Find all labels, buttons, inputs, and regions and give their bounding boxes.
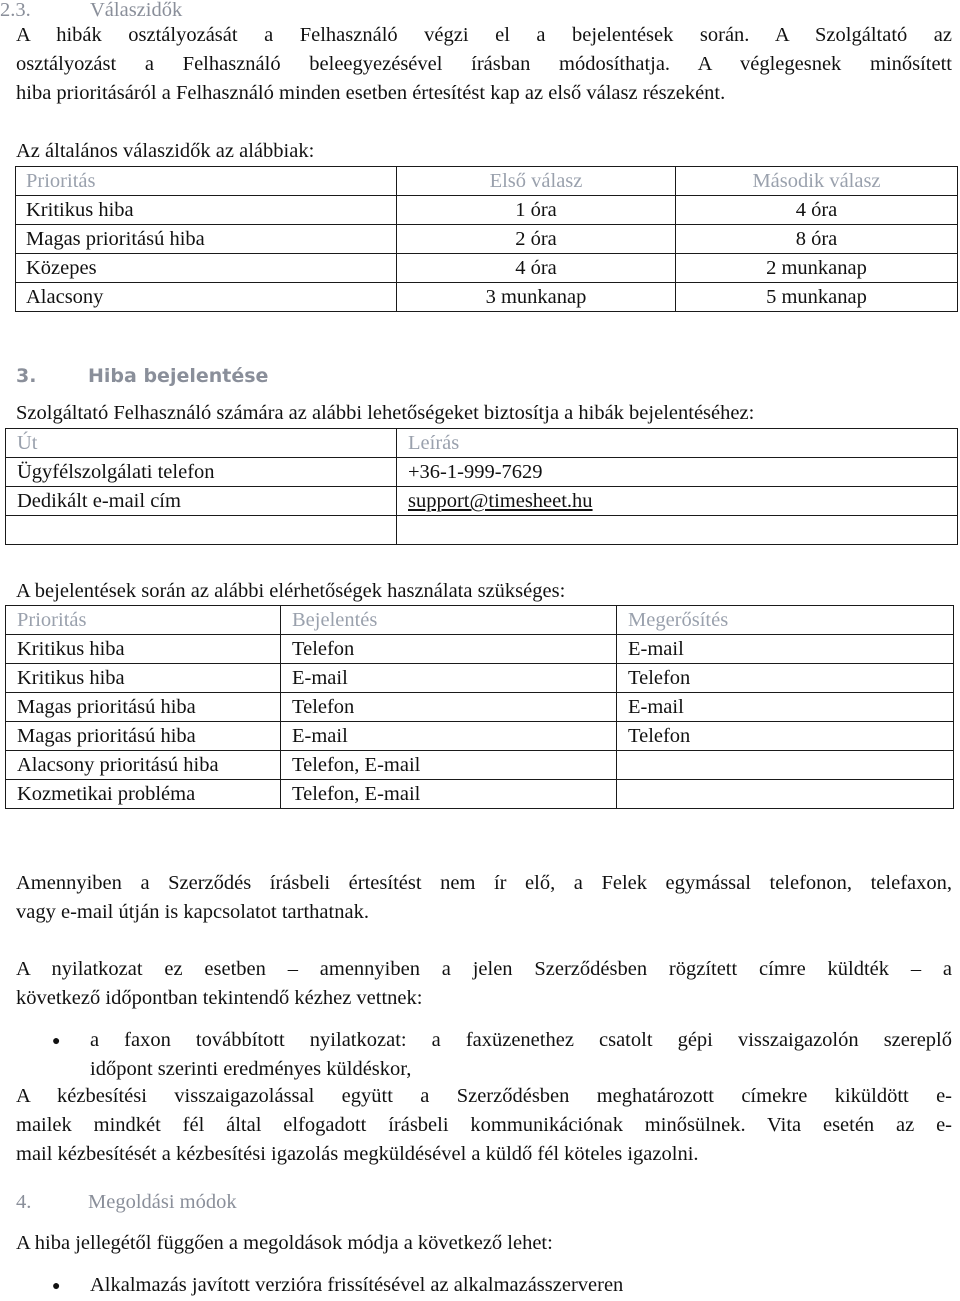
table-cell: Telefon, E-mail: [281, 751, 617, 780]
table-row: [6, 722, 954, 751]
table-cell: E-mail: [281, 722, 617, 751]
table-cell: Telefon: [617, 722, 954, 751]
bullet-line: időpont szerinti eredményes küldéskor,: [90, 1058, 412, 1080]
table-cell: Telefon: [281, 693, 617, 722]
table-header-cell: Bejelentés: [281, 606, 617, 635]
table-cell: Telefon: [281, 635, 617, 664]
table-header-row: [16, 167, 958, 196]
para-line: Amennyiben a Szerződés írásbeli értesítést nem ír elő, a Felek egymással telefonon, telefaxon,: [16, 872, 952, 894]
table-cell: 2 munkanap: [676, 254, 958, 283]
contact-intro: A bejelentések során az alábbi elérhetőségek használata szükséges:: [16, 580, 566, 602]
table-cell: [6, 516, 397, 545]
section-2-3-number: 2.3.: [0, 0, 31, 21]
para-line: vagy e-mail útján is kapcsolatot tarthatnak.: [16, 901, 369, 923]
table-header-cell: Második válasz: [676, 167, 958, 196]
response-intro: Az általános válaszidők az alábbiak:: [16, 140, 315, 162]
table-row: [6, 487, 958, 516]
table-cell: Kozmetikai probléma: [6, 780, 281, 809]
table-cell: [397, 516, 958, 545]
table-header-cell: Első válasz: [397, 167, 676, 196]
table-cell: E-mail: [617, 693, 954, 722]
table-cell: Magas prioritású hiba: [16, 225, 397, 254]
table-header-cell: Prioritás: [16, 167, 397, 196]
table-row: [16, 283, 958, 312]
section-3-title: Hiba bejelentése: [88, 365, 269, 387]
table-header-cell: Megerősítés: [617, 606, 954, 635]
table-cell: 8 óra: [676, 225, 958, 254]
table-header-row: [6, 429, 958, 458]
table-cell: Ügyfélszolgálati telefon: [6, 458, 397, 487]
para-line: A nyilatkozat ez esetben – amennyiben a jelen Szerződésben rögzített címre küldték – a: [16, 958, 952, 980]
table-row: [6, 693, 954, 722]
channel-table: [5, 428, 958, 545]
table-row: [6, 516, 958, 545]
table-cell: Kritikus hiba: [6, 635, 281, 664]
table-row: [6, 780, 954, 809]
table-cell: Magas prioritású hiba: [6, 722, 281, 751]
table-cell: +36-1-999-7629: [397, 458, 958, 487]
para-line: A hibák osztályozását a Felhasználó végzi el a bejelentések során. A Szolgáltató az: [16, 24, 952, 46]
table-header-cell: Út: [6, 429, 397, 458]
bullet-dot-icon: ●: [52, 1034, 61, 1049]
section-4-intro: A hiba jellegétől függően a megoldások módja a következő lehet:: [16, 1232, 553, 1254]
table-cell: [617, 780, 954, 809]
section-4-heading: [16, 1188, 237, 1217]
bullet-line: Alkalmazás javított verzióra frissítésével az alkalmazásszerveren: [90, 1274, 624, 1296]
table-cell: 4 óra: [676, 196, 958, 225]
support-email-link[interactable]: support@timesheet.hu: [397, 487, 958, 516]
table-header-cell: Prioritás: [6, 606, 281, 635]
table-cell: Magas prioritású hiba: [6, 693, 281, 722]
section-3-heading: [16, 362, 268, 391]
table-header-cell: Leírás: [397, 429, 958, 458]
para-line: mailek mindkét fél által elfogadott írásbeli kommunikációnak minősülnek. Vita esetén az e-: [16, 1114, 952, 1136]
table-row: [16, 225, 958, 254]
table-cell: [617, 751, 954, 780]
table-row: [16, 196, 958, 225]
table-cell: Telefon, E-mail: [281, 780, 617, 809]
section-2-3-title: Válaszidők: [90, 0, 183, 21]
bullet-dot-icon: ●: [52, 1279, 61, 1294]
table-cell: Telefon: [617, 664, 954, 693]
table-cell: 1 óra: [397, 196, 676, 225]
table-cell: 4 óra: [397, 254, 676, 283]
table-cell: Alacsony: [16, 283, 397, 312]
table-cell: Kritikus hiba: [16, 196, 397, 225]
section-4-title: Megoldási módok: [88, 1191, 237, 1213]
table-row: [6, 751, 954, 780]
para-line: hiba prioritásáról a Felhasználó minden esetben értesítést kap az első válasz részeként.: [16, 82, 726, 104]
table-header-row: [6, 606, 954, 635]
table-row: [6, 664, 954, 693]
table-cell: Kritikus hiba: [6, 664, 281, 693]
table-cell: E-mail: [617, 635, 954, 664]
table-cell: 2 óra: [397, 225, 676, 254]
para-line: osztályozást a Felhasználó beleegyezésével írásban módosíthatja. A véglegesnek minősített: [16, 53, 952, 75]
table-cell: E-mail: [281, 664, 617, 693]
para-line: A kézbesítési visszaigazolással együtt a Szerződésben meghatározott címekre kiküldött e-: [16, 1085, 952, 1107]
para-line: következő időpontban tekintendő kézhez vettnek:: [16, 987, 423, 1009]
contact-table: [5, 605, 954, 809]
table-cell: Közepes: [16, 254, 397, 283]
response-time-table: [15, 166, 958, 312]
table-cell: 5 munkanap: [676, 283, 958, 312]
para-line: mail kézbesítését a kézbesítési igazolás megküldésével a küldő fél köteles igazolni.: [16, 1143, 699, 1165]
table-row: [6, 458, 958, 487]
channel-intro: Szolgáltató Felhasználó számára az alábbi lehetőségeket biztosítja a hibák bejelentéséhez:: [16, 402, 755, 424]
section-4-number: 4.: [16, 1191, 32, 1213]
table-row: [16, 254, 958, 283]
table-row: [6, 635, 954, 664]
table-cell: Dedikált e-mail cím: [6, 487, 397, 516]
section-3-number: 3.: [16, 365, 37, 387]
table-cell: 3 munkanap: [397, 283, 676, 312]
table-cell: Alacsony prioritású hiba: [6, 751, 281, 780]
bullet-line: a faxon továbbított nyilatkozat: a faxüzenethez csatolt gépi visszaigazolón szereplő: [90, 1029, 952, 1051]
